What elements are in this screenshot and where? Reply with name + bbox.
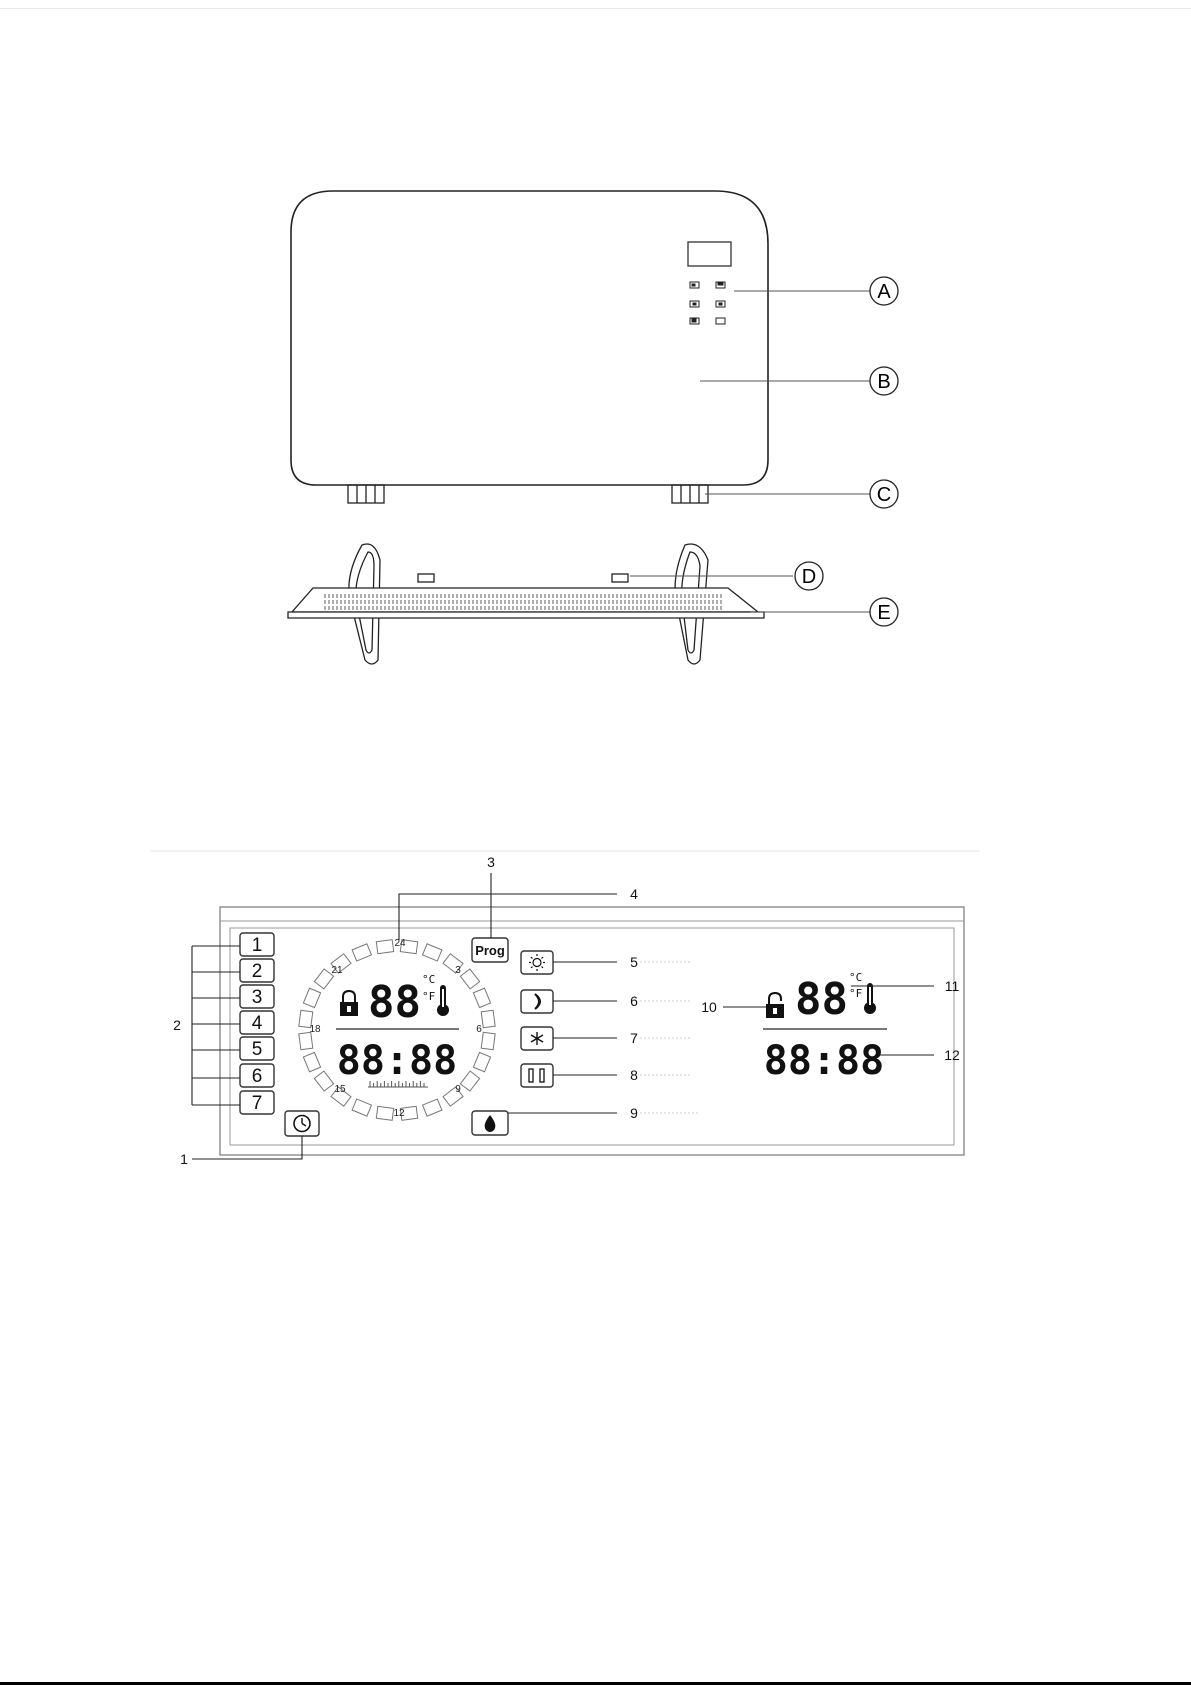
callout-A <box>870 277 898 305</box>
lcd-panel-diagram <box>0 840 1191 1260</box>
day-button-label: 3 <box>251 987 263 1008</box>
lcd-fahrenheit-unit: °F <box>422 990 436 1003</box>
detail-celsius-unit: °C <box>849 971 863 984</box>
heater-display-window <box>688 242 731 266</box>
callout-B <box>870 367 898 395</box>
callout-E <box>870 598 898 626</box>
program-segment <box>473 1052 490 1071</box>
day-button-label: 1 <box>251 935 263 956</box>
heater-body <box>291 191 768 485</box>
dial-label-24: 24 <box>394 938 406 949</box>
detail-display <box>701 971 960 1084</box>
callout-number-4: 4 <box>630 886 638 902</box>
day-button-2[interactable] <box>240 959 274 982</box>
program-segment <box>423 944 442 961</box>
heater-front-view <box>0 0 1191 700</box>
program-segment <box>460 969 479 989</box>
callout-letter-C: C <box>876 484 892 506</box>
lcd-time-digits: 88:88 <box>336 1038 458 1084</box>
day-button-4[interactable] <box>240 1011 274 1034</box>
callout-number-5: 5 <box>630 954 638 970</box>
program-segment <box>303 1052 320 1071</box>
program-segment <box>423 1099 442 1116</box>
thermometer-icon <box>437 985 449 1016</box>
program-segment <box>352 1099 371 1116</box>
heating-button[interactable] <box>472 1111 508 1135</box>
prog-button[interactable] <box>472 938 508 962</box>
dial-label-12: 12 <box>393 1108 405 1119</box>
heater-callouts <box>630 291 870 612</box>
callout-D <box>795 562 823 590</box>
callout-letter-E: E <box>877 602 891 624</box>
callout-number-3: 3 <box>487 854 495 870</box>
callout-number-9: 9 <box>630 1105 638 1121</box>
antifrost-button[interactable] <box>521 1027 553 1050</box>
callout-number-1: 1 <box>180 1151 188 1167</box>
dial-label-15: 15 <box>334 1084 346 1095</box>
thermometer-icon <box>864 983 876 1014</box>
day-button-label: 4 <box>251 1013 263 1034</box>
callout-number-6: 6 <box>630 993 638 1009</box>
dial-label-18: 18 <box>309 1024 321 1035</box>
heater-feet <box>348 485 708 503</box>
lcd-temperature-digits: 88 <box>368 977 421 1028</box>
program-segment <box>376 940 393 954</box>
callout-letter-A: A <box>877 281 891 303</box>
program-segment <box>352 944 371 961</box>
callout-letter-B: B <box>877 371 891 393</box>
program-segment <box>481 1032 495 1049</box>
program-segment <box>473 988 490 1007</box>
lock-icon <box>766 993 784 1018</box>
callout-number-10: 10 <box>701 999 717 1015</box>
prog-button-label: Prog <box>475 943 505 958</box>
dial-label-6: 6 <box>476 1024 482 1035</box>
comfort-button[interactable] <box>521 951 553 974</box>
callout-number-8: 8 <box>630 1067 638 1083</box>
day-button-7[interactable] <box>240 1091 274 1114</box>
detail-fahrenheit-unit: °F <box>849 987 863 1000</box>
callout-number-2: 2 <box>173 1017 181 1033</box>
callout-C <box>870 480 898 508</box>
callout-number-11: 11 <box>944 978 960 994</box>
day-button-1[interactable] <box>240 933 274 956</box>
eco-button[interactable] <box>521 990 553 1013</box>
day-button-label: 5 <box>251 1039 263 1060</box>
program-segment <box>376 1106 393 1120</box>
lcd-outer-frame <box>220 907 964 1155</box>
dial-label-9: 9 <box>455 1084 461 1095</box>
day-button-label: 7 <box>251 1093 263 1114</box>
callout-letter-D: D <box>801 566 817 588</box>
program-segment <box>481 1010 495 1027</box>
day-button-3[interactable] <box>240 985 274 1008</box>
day-buttons <box>240 933 274 1114</box>
lock-icon <box>340 991 358 1016</box>
heater-control-buttons <box>690 282 725 324</box>
clock-button[interactable] <box>285 1111 319 1136</box>
callout-number-12: 12 <box>944 1047 960 1063</box>
callout-number-7: 7 <box>630 1030 638 1046</box>
day-button-5[interactable] <box>240 1037 274 1060</box>
pause-button[interactable] <box>521 1064 553 1087</box>
dial-label-3: 3 <box>455 965 461 976</box>
detail-temperature-digits: 88 <box>795 974 848 1025</box>
detail-time-digits: 88:88 <box>763 1038 885 1084</box>
program-segment <box>314 1071 333 1091</box>
day-button-label: 6 <box>251 1066 263 1087</box>
day-button-label: 2 <box>251 961 263 982</box>
day-button-6[interactable] <box>240 1064 274 1087</box>
lcd-celsius-unit: °C <box>422 973 436 986</box>
dial-label-21: 21 <box>331 965 343 976</box>
program-segment <box>303 988 320 1007</box>
program-segment <box>460 1071 479 1091</box>
